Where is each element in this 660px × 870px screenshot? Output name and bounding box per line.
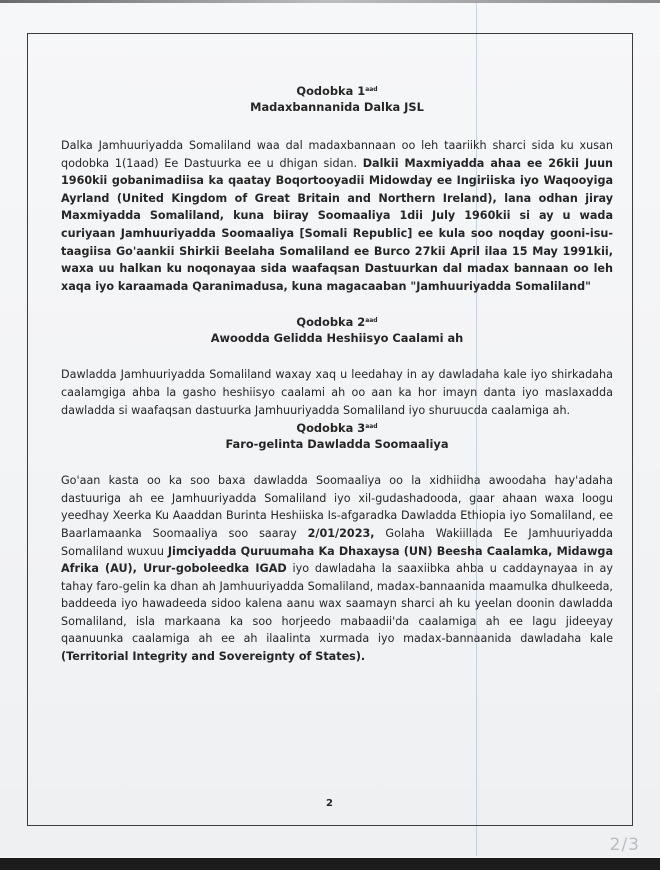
ordinal-superscript: aad <box>365 86 378 93</box>
text-run: Dalka Jamhuuriyadda Somaliland waa dal madaxbannaan oo leh taariikh sharci sida ku xusan qodobka 1(1aad) Ee Dastuurka ee u dhigan sidan. <box>61 139 613 170</box>
ordinal-superscript: aad <box>365 317 378 325</box>
text-run: Go'aan kasta oo ka soo baxa dawladda Soomaaliya oo la xidhiidha awoodaha hay'adaha dastuuriga ah ee Jamhuuriyadda Somaliland iyo xil-gudashadooda, gaar ahaan waxa loogu yeedhay Xeerka Ku Aaaddan Burinta Heshiiska Is-afgaradka Dawladda Ethiopia iyo Somaliland, ee Baarlamaanka Soomaaliya soo saaray <box>61 474 613 540</box>
section-1-title: Qodobka $1^{aad}$ <box>296 84 378 98</box>
text-run-bold: 2/01/2023, <box>307 526 375 540</box>
text-run-bold: Dalkii Maxmiyadda ahaa ee 26kii Juun 1960kii gobanimadiisa ka qaatay Boqortooyadii Midowday ee Ingiriiska iyo Waqooyiga Ayrland (United Kingdom of Great Britain and Northern Ireland), lana odhan jiray Maxmiyadda Somaliland, kuna biiray Soomaaliya 1dii July 1960kii si ay u wada curiyaan Jamhuuriyadda Soomaaliya [Somali Republic] ee kula soo noqday gooni-isu-taagiisa Go'aankii Shirkii Beelaha Somaliland ee Burco 27kii April ilaa 15 May 1991kii, waxa uu halkan ku noqonayaa sida waafaqsan Dastuurkan dal madax bannaan oo leh xaqa iyo karaamada Qaranimadusa, kuna magacaaban "Jamhuuriyadda Somaliland" <box>61 156 613 293</box>
section-3-heading <box>61 419 613 452</box>
section-1-subtitle: Madaxbannanida Dalka JSL <box>250 100 424 114</box>
section-1-heading <box>61 82 613 115</box>
ordinal-superscript: aad <box>365 423 378 431</box>
section-2-title: Qodobka $2^{aad}$ <box>296 315 378 330</box>
text-run: iyo dawladaha la saaxiibka ahba u caddaynayaa in ay tahay faro-gelin ka dhan ah Jamhuuriyadda Somaliland, madax-bannaanida maamulka dhulkeeda, baddeeda iyo hawadeeda sidoo kalena aanu wax saamayn sharci ah ku yeelan doonin dawladda Somaliland, isla markaana ka soo horjeedo mabaadii'da caalamiga ah ee lagu jideeyay qaanuunka caalamiga ah ee ah ilaalinta xurmada iyo madax-bannaanida dawladaha kale <box>61 562 613 646</box>
text-run-bold: (Territorial Integrity and Sovereignty of States). <box>61 650 366 664</box>
viewer-bottom-bar <box>0 858 660 870</box>
text-run: Dawladda Jamhuuriyadda Somaliland waxay xaq u leedahay in ay dawladaha kale iyo shirkadaha caalamgiga ahba la gasho heshiisyo caalami ah oo aan ka hor imayn danta iyo maslaxadda dawladda si waafaqsan dastuurka Jamhuuriyadda Somaliland iyo shuruucda caalamiga ah. <box>61 368 613 417</box>
section-3-paragraph <box>61 472 613 666</box>
section-2-paragraph <box>61 366 613 419</box>
section-3-subtitle: Faro-gelinta Dawladda Soomaaliya <box>225 437 449 452</box>
scanned-page <box>0 3 660 856</box>
section-2-subtitle: Awoodda Gelidda Heshiisyo Caalami ah <box>210 331 464 346</box>
page-counter: 2/3 <box>609 835 640 855</box>
text-run-bold: Jimciyadda Quruumaha Ka Dhaxaysa (UN) Beesha Caalamka, Midawga Afrika (AU), Urur-goboleedka IGAD <box>61 544 613 576</box>
page-number: 2 <box>326 798 333 809</box>
section-2-heading <box>61 313 613 346</box>
document-body <box>61 82 613 666</box>
section-3-title: Qodobka $3^{aad}$ <box>296 421 378 436</box>
section-1-paragraph <box>61 137 613 295</box>
text-run: Golaha Wakiillada Ee Jamhuuriyadda Somaliland wuxuu <box>61 526 613 558</box>
